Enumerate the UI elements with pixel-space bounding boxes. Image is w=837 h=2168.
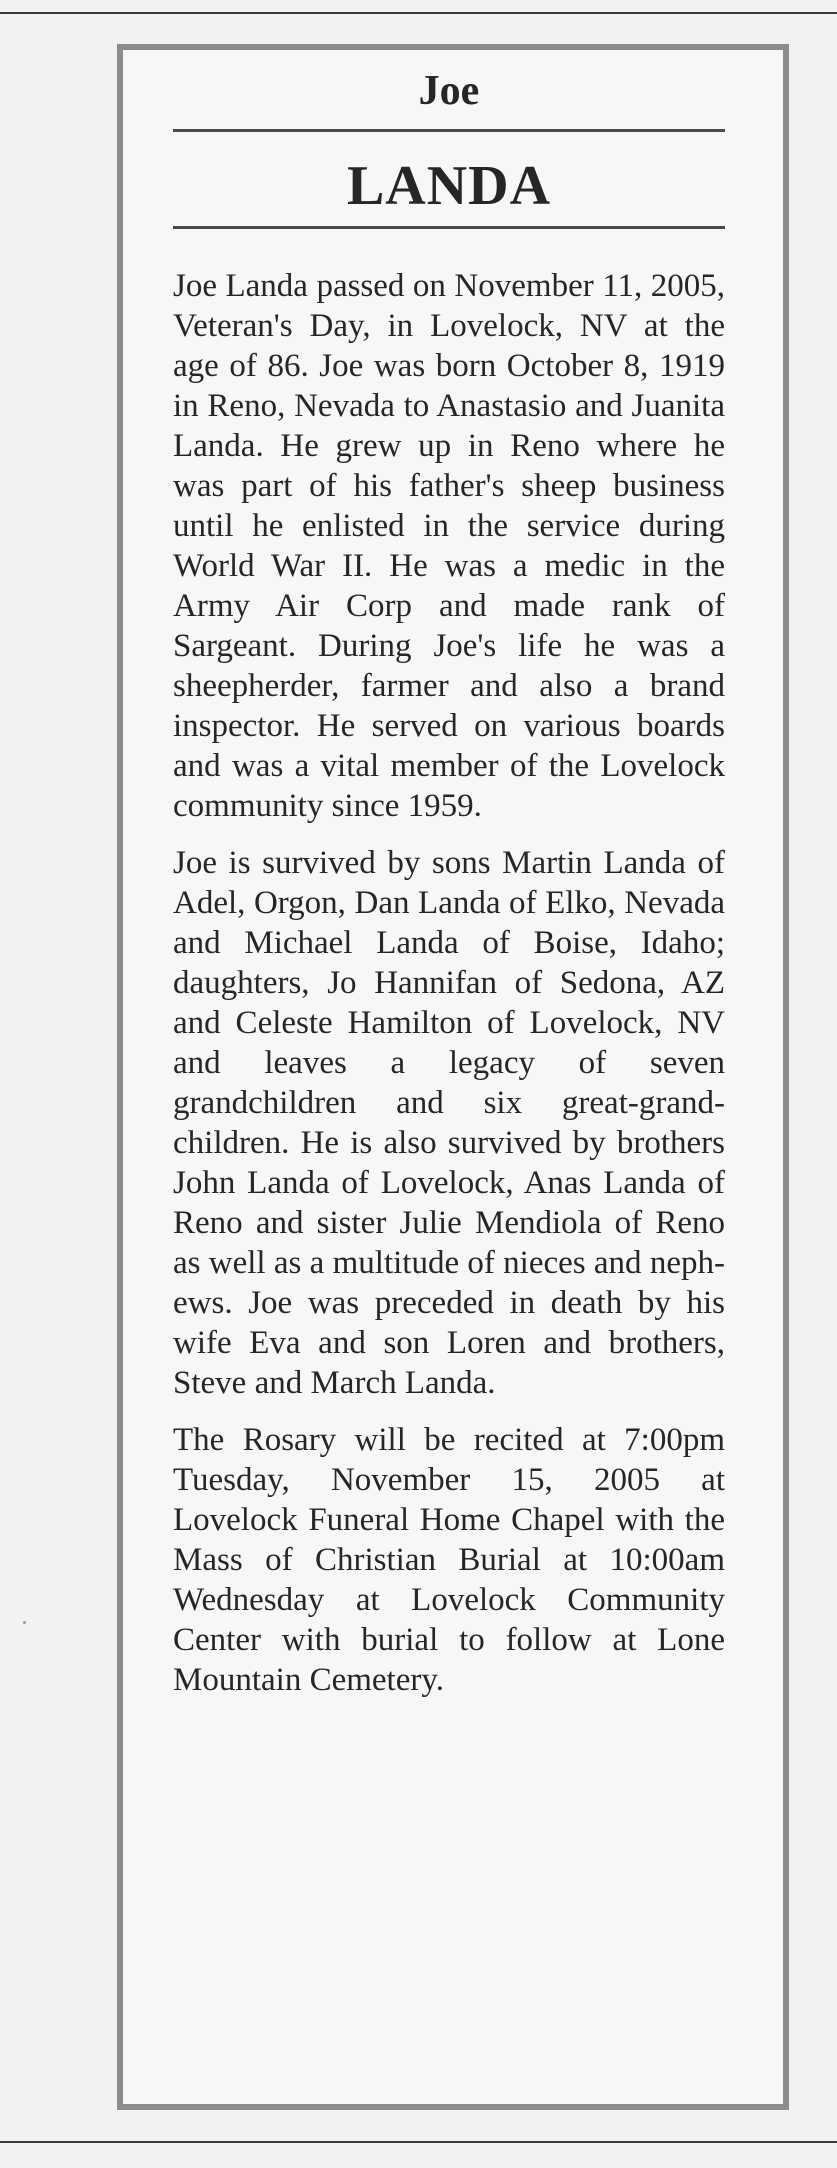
scan-speck [23, 1621, 26, 1624]
obituary-first-name: Joe [418, 68, 480, 114]
obituary-last-name: LANDA [346, 155, 552, 217]
obituary-paragraph-services: The Rosary will be recited at 7:00pm Tuesday, November 15, 2005 at Lovelock Funeral Home Chapel with the Mass of Christian Burial at 10:00am Wednesday at Lovelock Community Center with burial to follow at Lone Mountain Cemetery. [173, 1422, 725, 1698]
page-bottom-rule [0, 2141, 837, 2143]
obituary-paragraph-survivors: Joe is survived by sons Martin Landa of Adel, Orgon, Dan Landa of Elko, Nevada and Michael Landa of Boise, Idaho; daughters, Jo Hannifan of Sedona, AZ and Celeste Hamilton of Lovelock, NV and leaves a legacy of seven grandchildren and six great-grandchildren. He is also survived by brothers John Landa of Lovelock, Anas Landa of Reno and sister Julie Mendiola of Reno as well as a multitude of nieces and nephews. Joe was preceded in death by his wife Eva and son Loren and brothers, Steve and March Landa. [173, 845, 725, 1401]
header-divider-bottom [173, 226, 725, 229]
header-divider-top [173, 129, 725, 132]
obituary-box [117, 44, 789, 2110]
obituary-body [173, 266, 725, 1717]
page-top-rule [0, 12, 837, 14]
obituary-paragraph-life: Joe Landa passed on November 11, 2005, Veteran's Day, in Lovelock, NV at the age of 86. Joe was born October 8, 1919 in Reno, Nevada to Anastasio and Juanita Landa. He grew up in Reno where he was part of his father's sheep business until he enlisted in the service during World War II. He was a medic in the Army Air Corp and made rank of Sargeant. During Joe's life he was a sheepherder, farmer and also a brand inspector. He served on various boards and was a vital member of the Lovelock community since 1959. [173, 268, 725, 824]
